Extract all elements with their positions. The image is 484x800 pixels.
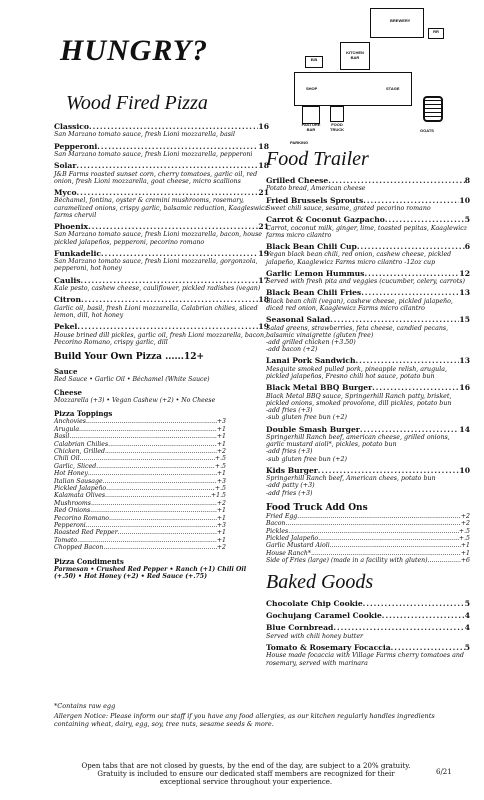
map-parking-label: PARKING [290, 140, 309, 145]
baked-item-title [266, 600, 470, 608]
topping-name: Hot Honey [54, 470, 88, 478]
baked-item [266, 624, 470, 640]
topping-name: Chopped Bacon [54, 544, 104, 552]
topping-name: Pepperoni [54, 522, 86, 529]
addon-row [266, 542, 470, 549]
menu-date: 6/21 [436, 768, 452, 776]
trailer-item [266, 177, 470, 193]
pizza-item-dots [97, 143, 258, 151]
pizza-item [54, 296, 269, 319]
pizza-item [54, 250, 269, 273]
topping-dots [103, 544, 217, 551]
pizza-item-price: 21 [258, 188, 269, 198]
topping-dots [91, 500, 217, 507]
topping-dots [118, 529, 217, 536]
raw-egg-note: *Contains raw egg [54, 702, 116, 710]
trailer-item-name: Garlic Lemon Hummus [266, 268, 365, 278]
topping-dots [80, 455, 215, 462]
topping-dots [96, 463, 215, 470]
trailer-item [266, 357, 470, 380]
trailer-item-title [266, 216, 470, 224]
trailer-item-dots [328, 177, 464, 185]
trailer-item-title [266, 289, 470, 297]
topping-price: +1 [216, 529, 226, 537]
map-stage-label: STAGE [386, 86, 400, 91]
trailer-item-dots [363, 197, 459, 205]
trailer-item-desc: Sweet chili sauce, sesame, grated pecorino romano [266, 205, 431, 213]
addon-price: +.5 [458, 527, 470, 535]
topping-row [54, 515, 226, 522]
trailer-item [266, 426, 470, 463]
topping-row [54, 441, 226, 448]
topping-price: +1 [216, 514, 226, 522]
pizza-item-dots [76, 162, 258, 170]
topping-dots [79, 426, 217, 433]
pizza-item-price: 18 [258, 161, 269, 171]
pizza-item-title [54, 323, 269, 331]
addons-list [266, 513, 470, 565]
trailer-item-dots [372, 384, 459, 392]
topping-dots [90, 507, 217, 514]
addon-price: +6 [460, 557, 470, 565]
topping-dots [86, 522, 217, 529]
topping-name: Calabrian Chilies [54, 440, 109, 448]
topping-price: +1 [216, 470, 226, 478]
baked-item-title [266, 624, 470, 632]
topping-price: +2 [216, 447, 226, 455]
map-pasture-label: PASTURE BAR [301, 122, 321, 132]
trailer-item-dots [356, 357, 460, 365]
trailer-item-price: 10 [459, 195, 470, 205]
pizza-item-desc: Béchamel, fontina, oyster & cremini mushrooms, rosemary, caramelized onions, crispy garlic, balsamic reduction, Kaagleswicz farms chervil [54, 197, 269, 219]
baked-item [266, 612, 470, 620]
addon-dots [330, 542, 461, 549]
topping-dots [108, 441, 217, 448]
topping-name: Kalamata Olives [54, 492, 106, 500]
topping-row [54, 537, 226, 544]
pizza-item-name: Pepperoni [54, 141, 98, 151]
topping-row [54, 544, 226, 551]
topping-price: +1 [216, 507, 226, 515]
pizza-item-desc: San Marzano tomato sauce, fresh Lioni mozzarella, gorgonzola, pepperoni, hot honey [54, 258, 258, 273]
byo-heading [54, 352, 269, 362]
pizza-item-name: Caulis [54, 275, 81, 285]
pizza-item-price: 19 [258, 322, 269, 332]
topping-name: Arugula [54, 425, 80, 433]
trailer-item-name: Lanai Pork Sandwich [266, 356, 356, 366]
trailer-item [266, 289, 470, 312]
topping-row [54, 455, 226, 462]
map-goats-label: GOATS [420, 128, 434, 133]
baked-item-desc: House made focaccia with Village Farms cherry tomatoes and rosemary, served with marinara [266, 652, 464, 667]
pizza-item-price: 21 [258, 222, 269, 232]
topping-row [54, 529, 226, 536]
map-brewery [370, 8, 424, 38]
trailer-item-name: Black Bean Chili Cup [266, 242, 357, 252]
byo-price: 12+ [183, 351, 205, 362]
topping-row [54, 485, 226, 492]
trailer-item [266, 270, 470, 286]
baked-item-dots [382, 612, 465, 620]
addon-row [266, 550, 470, 557]
trailer-heading: Food Trailer [266, 148, 369, 170]
topping-row [54, 426, 226, 433]
baked-item-title [266, 612, 470, 620]
trailer-item-price: 5 [464, 215, 470, 225]
map-rr2: RR [305, 56, 323, 68]
addon-name: House Ranch* [266, 549, 311, 557]
trailer-item-name: Carrot & Coconut Gazpacho [266, 215, 385, 225]
addon-price: +2 [460, 520, 470, 528]
trailer-section [266, 148, 470, 671]
topping-price: +3 [216, 522, 226, 529]
pizza-item-desc: Garlic oil, basil, fresh Lioni mozzarella, Calabrian chilies, sliced lemon, dill, hot honey [54, 304, 258, 319]
topping-price: +1 [216, 536, 226, 544]
trailer-item-price: 14 [459, 424, 470, 434]
topping-dots [106, 485, 215, 492]
barrel-icon [423, 96, 443, 122]
topping-name: Mushrooms [54, 499, 91, 507]
addon-name: Pickled Jalapeño [266, 534, 319, 542]
trailer-item [266, 197, 470, 213]
baked-item-price: 5 [464, 598, 470, 608]
topping-price: +.5 [214, 462, 226, 470]
byo-condiments-label: Pizza Condiments [54, 556, 124, 566]
trailer-item-price: 15 [459, 315, 470, 325]
pizza-item-title [54, 250, 269, 258]
byo-toppings-label: Pizza Toppings [54, 409, 113, 419]
topping-name: Red Onions [54, 507, 91, 515]
byo-sauce: Red Sauce • Garlic Oil • Béchamel (White Sauce) [54, 375, 210, 383]
trailer-item-price: 6 [464, 242, 470, 252]
pizza-section [54, 92, 269, 580]
trailer-item-title [266, 426, 470, 434]
topping-row [54, 507, 226, 514]
baked-item-dots [363, 600, 465, 608]
trailer-item-desc: Served with fresh pita and veggies (cucumber, celery, carrots) [266, 278, 465, 286]
baked-item-price: 4 [464, 611, 470, 620]
pizza-item-name: Solar [54, 161, 77, 171]
pizza-item-dots [81, 296, 258, 304]
pizza-item-desc: House brined dill pickles, garlic oil, fresh Lioni mozzarella, bacon, Pecorino Romano, crispy garlic, dill [54, 331, 267, 346]
trailer-item [266, 384, 470, 421]
gratuity-note: Open tabs that are not closed by guests, by the end of the day, are subject to a 20% gratuity. Gratuity is included to ensure our dedicated staff members are recognized for their exceptional service throughout your experience. [81, 762, 411, 786]
topping-dots [86, 418, 217, 425]
byo-title: Build Your Own Pizza [54, 351, 162, 362]
addon-name: Fried Egg [266, 512, 298, 520]
topping-name: Italian Sausage [54, 477, 103, 485]
pizza-item-title [54, 123, 269, 131]
topping-row [54, 478, 226, 485]
footer [54, 702, 462, 728]
map-shop-label: SHOP [306, 86, 318, 91]
addon-row [266, 535, 470, 542]
trailer-item-title [266, 197, 470, 205]
addon-dots [311, 550, 461, 557]
trailer-item-price: 12 [459, 268, 470, 278]
trailer-item-desc: Carrot, coconut milk, ginger, lime, toasted pepitas, Kaaglewicz farms micro cilantro [266, 224, 468, 239]
baked-item-name: Chocolate Chip Cookie [266, 598, 363, 608]
pizza-item-dots [101, 250, 258, 258]
topping-name: Garlic, Sliced [54, 462, 97, 470]
trailer-item-desc: Springerhill Ranch beef, American chees, potato bun -add patty (+3) -add fries (+3) [266, 475, 436, 497]
topping-row [54, 433, 226, 440]
topping-price: +3 [216, 477, 226, 485]
topping-name: Pickled Jalapeño [54, 484, 107, 492]
pizza-item-title [54, 223, 269, 231]
topping-row [54, 500, 226, 507]
trailer-item [266, 467, 470, 497]
topping-price: +.5 [214, 455, 226, 463]
pizza-item-name: Funkadelic [54, 248, 102, 258]
addon-dots [288, 528, 459, 535]
trailer-item-desc: Springerhill Ranch beef, american cheese, grilled onions, garlic mustard aioli*, pickles, potato bun -add fries (+3) -sub gluten free bun (+2) [266, 433, 450, 463]
trailer-item-name: Seasonal Salad [266, 315, 331, 325]
addon-dots [285, 520, 460, 527]
baked-item-price: 5 [464, 643, 470, 653]
trailer-item-dots [364, 270, 459, 278]
trailer-item-desc: Salad greens, strawberries, feta cheese, candied pecans, balsamic vinaigrette (gluten free) -add grilled chicken (+3.50) -add bacon (+2) [266, 324, 449, 354]
byo-sauce-label: Sauce [54, 366, 78, 376]
topping-price: +2 [216, 544, 226, 552]
topping-dots [103, 478, 217, 485]
baked-item-desc: Served with chili honey butter [266, 632, 364, 640]
trailer-item-desc: Black bean chili (vegan), cashew cheese, pickled jalapeño, diced red onion, Kaaglewicz Farms micro cilantro [266, 297, 453, 313]
baked-item-name: Gochujang Caramel Cookie [266, 611, 382, 620]
pizza-item-dots [77, 189, 259, 197]
trailer-item-name: Black Metal BBQ Burger [266, 383, 373, 393]
addon-price: +2 [460, 512, 470, 520]
trailer-item-dots [360, 426, 460, 434]
addon-row [266, 528, 470, 535]
trailer-item-price: 10 [459, 465, 470, 475]
trailer-item-name: Black Bean Chili Fries [266, 288, 362, 298]
baked-item-name: Tomato & Rosemary Focaccia [266, 643, 391, 653]
map-brewery-label: BREWERY [390, 18, 411, 23]
pizza-item-title [54, 189, 269, 197]
pizza-item-desc: San Marzano tomato sauce, fresh Lioni mozzarella, pepperoni [54, 151, 253, 159]
addons-heading: Food Truck Add Ons [266, 502, 368, 513]
topping-dots [105, 448, 217, 455]
addon-dots [318, 535, 459, 542]
map-food-truck [330, 106, 344, 122]
trailer-item-title [266, 177, 470, 185]
pizza-item [54, 162, 269, 185]
addon-name: Bacon [266, 520, 286, 528]
addon-price: +.5 [458, 534, 470, 542]
topping-name: Anchovies [54, 418, 86, 426]
pizza-heading: Wood Fired Pizza [66, 92, 208, 114]
topping-price: +1 [216, 433, 226, 441]
topping-dots [77, 537, 217, 544]
baked-list [266, 600, 470, 667]
topping-dots [109, 515, 217, 522]
trailer-item-title [266, 316, 470, 324]
trailer-item [266, 216, 470, 239]
byo-dots: ...... [165, 351, 184, 362]
pizza-item-dots [77, 323, 258, 331]
baked-item-dots [391, 644, 465, 652]
pizza-item-price: 18 [258, 141, 269, 151]
addon-row [266, 520, 470, 527]
topping-price: +1.5 [210, 492, 226, 500]
pizza-item-dots [89, 123, 258, 131]
topping-name: Basil [54, 433, 70, 441]
pizza-item-name: Myco [54, 188, 77, 198]
pizza-item-dots [81, 277, 259, 285]
topping-price: +1 [216, 425, 226, 433]
pizza-item-price: 19 [258, 248, 269, 258]
addon-row [266, 557, 470, 564]
byo-cheese-label: Cheese [54, 388, 82, 398]
pizza-item [54, 223, 269, 246]
topping-row [54, 470, 226, 477]
trailer-list [266, 177, 470, 497]
topping-row [54, 448, 226, 455]
trailer-item-desc: Potato bread, American cheese [266, 185, 366, 193]
topping-price: +.5 [214, 484, 226, 492]
baked-item-title [266, 644, 470, 652]
trailer-item-dots [318, 467, 460, 475]
pizza-list [54, 123, 269, 346]
pizza-item-desc: J&B Farms roasted sunset corn, cherry tomatoes, garlic oil, red onion, fresh Lioni mozzarella, goat cheese, micro scallions [54, 170, 258, 185]
pizza-item-dots [88, 223, 258, 231]
trailer-item-desc: Black Metal BBQ sauce, Springerhill Ranch patty, brisket, pickled onions, smoked provolone, dill pickles, potato bun -add fries (+3) -sub gluten free bun (+2) [266, 392, 452, 422]
pizza-item [54, 123, 269, 139]
addon-name: Side of Fries (large) (made in a facility with gluten) [266, 557, 428, 565]
trailer-item-title [266, 270, 470, 278]
addon-name: Garlic Mustard Aioli [266, 542, 330, 550]
pizza-item-name: Citron [54, 295, 82, 305]
pizza-item-title [54, 277, 269, 285]
topping-name: Chicken, Grilled [54, 447, 105, 455]
map-food-truck-label: FOOD TRUCK [330, 122, 344, 132]
pizza-item-price: 17 [258, 275, 269, 285]
page-title: HUNGRY? [60, 34, 209, 67]
pizza-item-name: Classico [54, 122, 89, 131]
trailer-item-name: Grilled Cheese [266, 176, 329, 185]
pizza-item [54, 189, 269, 219]
trailer-item-title [266, 357, 470, 365]
baked-item-dots [333, 624, 464, 632]
trailer-item-title [266, 384, 470, 392]
topping-name: Tomato [54, 536, 78, 544]
trailer-item [266, 316, 470, 353]
trailer-item-dots [330, 316, 459, 324]
topping-name: Pecorino Romano [54, 514, 110, 522]
topping-row [54, 463, 226, 470]
pizza-item-title [54, 162, 269, 170]
pizza-item-price: 16 [258, 122, 269, 131]
trailer-item-desc: Vegan black bean chili, red onion, cashew cheese, pickled jalapeño, Kaaglewicz Farms micro cilantro -12oz cup [266, 251, 452, 266]
pizza-item-desc: San Marzano tomato sauce, fresh Lioni mozzarella, basil [54, 131, 236, 139]
baked-item [266, 600, 470, 608]
pizza-item-desc: Kale pesto, cashew cheese, cauliflower, pickled radishes (vegan) [54, 285, 261, 293]
trailer-item-dots [361, 289, 459, 297]
topping-price: +2 [216, 499, 226, 507]
topping-price: +1 [216, 440, 226, 448]
pizza-item-name: Pekel [54, 322, 78, 332]
byo-cheese: Mozzarella (+3) • Vegan Cashew (+2) • No Cheese [54, 397, 216, 405]
pizza-item [54, 143, 269, 159]
addon-name: Pickles [266, 527, 289, 535]
toppings-list [54, 418, 226, 551]
trailer-item-price: 13 [459, 288, 470, 298]
map-kitchen-label: KITCHEN BAR [346, 50, 364, 60]
topping-dots [69, 433, 217, 440]
trailer-item-name: Kids Burger [266, 465, 318, 475]
topping-price: +3 [216, 418, 226, 426]
topping-dots [88, 470, 217, 477]
baked-heading: Baked Goods [266, 570, 374, 593]
topping-row [54, 418, 226, 425]
trailer-item [266, 243, 470, 266]
trailer-item-dots [385, 216, 465, 224]
allergen-notice: Allergen Notice: Please inform our staff if you have any food allergies, as our kitchen regularly handles ingredients containing wheat, dairy, egg, soy, tree nuts, sesame seeds & more. [54, 712, 435, 728]
pizza-item [54, 277, 269, 293]
baked-item-price: 4 [464, 623, 470, 633]
trailer-item-price: 8 [464, 176, 470, 185]
addon-price: +1 [460, 549, 470, 557]
addon-dots [428, 557, 461, 564]
topping-name: Roasted Red Pepper [54, 529, 118, 537]
topping-dots [105, 492, 211, 499]
trailer-item-title [266, 243, 470, 251]
byo-condiments: Parmesan • Crushed Red Pepper • Ranch (+1) Chili Oil (+.50) • Hot Honey (+2) • Red Sauce (+.75) [54, 565, 247, 580]
pizza-item-desc: San Marzano tomato sauce, fresh Lioni mozzarella, bacon, house pickled jalapeños, pepperoni, pecorino romano [54, 231, 263, 246]
baked-item-name: Blue Cornbread [266, 623, 334, 633]
addon-row [266, 513, 470, 520]
map-rr: RR [428, 28, 444, 39]
addon-price: +1 [460, 542, 470, 550]
pizza-item [54, 323, 269, 346]
topping-row [54, 522, 226, 529]
addon-dots [297, 513, 461, 520]
pizza-item-name: Phoenix [54, 222, 89, 232]
pizza-item-title [54, 296, 269, 304]
trailer-item-desc: Mesquite smoked pulled pork, pineapple relish, arugula, pickled jalapeños, Fresno chili hot sauce, potato bun [266, 365, 447, 381]
trailer-item-price: 16 [459, 383, 470, 393]
pizza-item-title [54, 143, 269, 151]
topping-row [54, 492, 226, 499]
trailer-item-name: Double Smash Burger [266, 424, 360, 434]
trailer-item-name: Fried Brussels Sprouts [266, 195, 364, 205]
byo-section [54, 352, 269, 580]
trailer-item-title [266, 467, 470, 475]
pizza-item-price: 18 [258, 295, 269, 305]
baked-item [266, 644, 470, 667]
topping-name: Chili Oil [54, 455, 80, 463]
trailer-item-dots [357, 243, 465, 251]
trailer-item-price: 13 [459, 356, 470, 366]
